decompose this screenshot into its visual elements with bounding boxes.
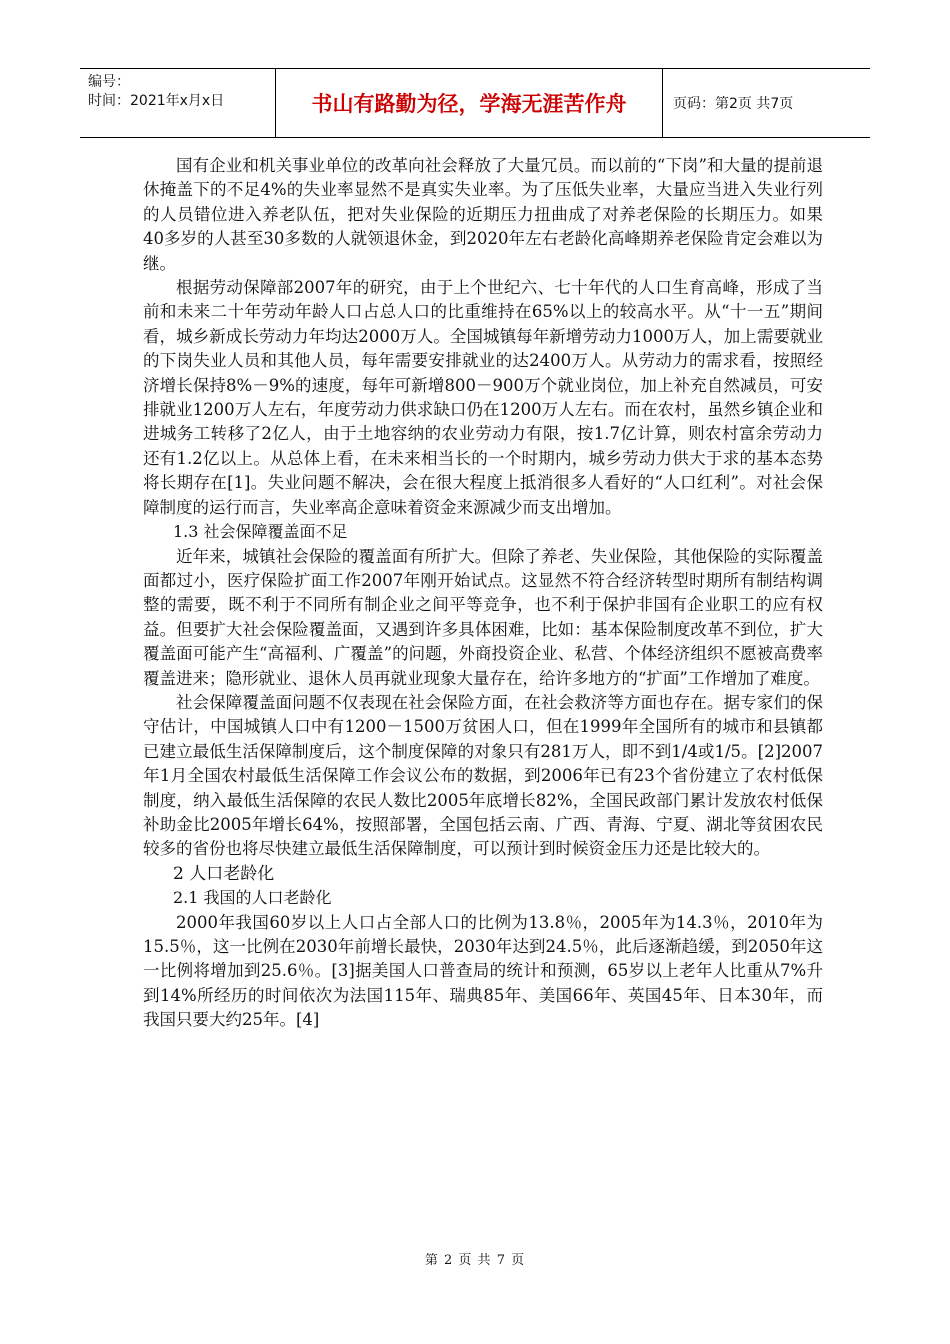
header-motto: 书山有路勤为径，学海无涯苦作舟 [276, 69, 663, 137]
document-body [143, 154, 823, 1033]
section-heading: 1.3 社会保障覆盖面不足 [173, 522, 348, 542]
page-footer: 第 2 页 共 7 页 [424, 1253, 526, 1268]
section-heading: 2 人口老龄化 [173, 863, 275, 884]
paragraph: 根据劳动保障部2007年的研究，由于上个世纪六、七十年代的人口生育高峰，形成了当前和未来二十年劳动年龄人口占总人口的比重维持在65%以上的较高水平。从“十一五”期间看，城乡新成长劳动力年均达2000万人。全国城镇每年新增劳动力1000万人，加上需要就业的下岗失业人员和其他人员，每年需要安排就业的达2400万人。从劳动力的需求看，按照经济增长保持8%－9%的速度，每年可新增800－900万个就业岗位，加上补充自然减员，可安排就业1200万人左右，年度劳动力供求缺口仍在1200万人左右。而在农村，虽然乡镇企业和进城务工转移了2亿人，由于土地容纳的农业劳动力有限，按1.7亿计算，则农村富余劳动力还有1.2亿以上。从总体上看，在未来相当长的一个时期内，城乡劳动力供大于求的基本态势将长期存在[1]。失业问题不解决，会在很大程度上抵消很多人看好的“人口红利”。对社会保障制度的运行而言，失业率高企意味着资金来源减少而支出增加。 [143, 278, 823, 517]
paragraph: 2000年我国60岁以上人口占全部人口的比例为13.8％，2005年为14.3％，2010年为15.5％，这一比例在2030年前增长最快，2030年达到24.5％，此后逐渐趋缓，到2050年这一比例将增加到25.6％。[3]据美国人口普查局的统计和预测，65岁以上老年人比重从7%升到14%所经历的时间依次为法国115年、瑞典85年、美国66年、英国45年、日本30年，而我国只要大约25年。[4] [143, 912, 823, 1030]
header-page-label: 页码：第2页 共7页 [673, 96, 794, 112]
paragraph: 国有企业和机关事业单位的改革向社会释放了大量冗员。而以前的“下岗”和大量的提前退休掩盖下的不足4%的失业率显然不是真实失业率。为了压低失业率，大量应当进入失业行列的人员错位进入养老队伍，把对失业保险的近期压力扭曲成了对养老保险的长期压力。如果40多岁的人甚至30多数的人就领退休金，到2020年左右老龄化高峰期养老保险肯定会难以为继。 [143, 156, 823, 273]
header-meta [80, 69, 276, 137]
page-header [80, 68, 870, 138]
document-date-label: 时间：2021年x月x日 [88, 93, 225, 109]
paragraph: 近年来，城镇社会保险的覆盖面有所扩大。但除了养老、失业保险，其他保险的实际覆盖面都过小，医疗保险扩面工作2007年刚开始试点。这显然不符合经济转型时期所有制结构调整的需要，既不利于不同所有制企业之间平等竞争，也不利于保护非国有企业职工的应有权益。但要扩大社会保险覆盖面，又遇到许多具体困难，比如：基本保险制度改革不到位，扩大覆盖面可能产生“高福利、广覆盖”的问题，外商投资企业、私营、个体经济组织不愿被高费率覆盖进来；隐形就业、退休人员再就业现象大量存在，给许多地方的“扩面”工作增加了难度。 [143, 546, 823, 688]
document-number-label: 编号： [88, 74, 130, 90]
section-heading: 2.1 我国的人口老龄化 [173, 888, 332, 908]
paragraph: 社会保障覆盖面问题不仅表现在社会保险方面，在社会救济等方面也存在。据专家们的保守估计，中国城镇人口中有1200－1500万贫困人口，但在1999年全国所有的城市和县镇都已建立最低生活保障制度后，这个制度保障的对象只有281万人，即不到1/4或1/5。[2]2007年1月全国农村最低生活保障工作会议公布的数据，到2006年已有23个省份建立了农村低保制度，纳入最低生活保障的农民人数比2005年底增长82%，全国民政部门累计发放农村低保补助金比2005年增长64%，按照部署，全国包括云南、广西、青海、宁夏、湖北等贫困农民较多的省份也将尽快建立最低生活保障制度，可以预计到时候资金压力还是比较大的。 [143, 692, 823, 859]
